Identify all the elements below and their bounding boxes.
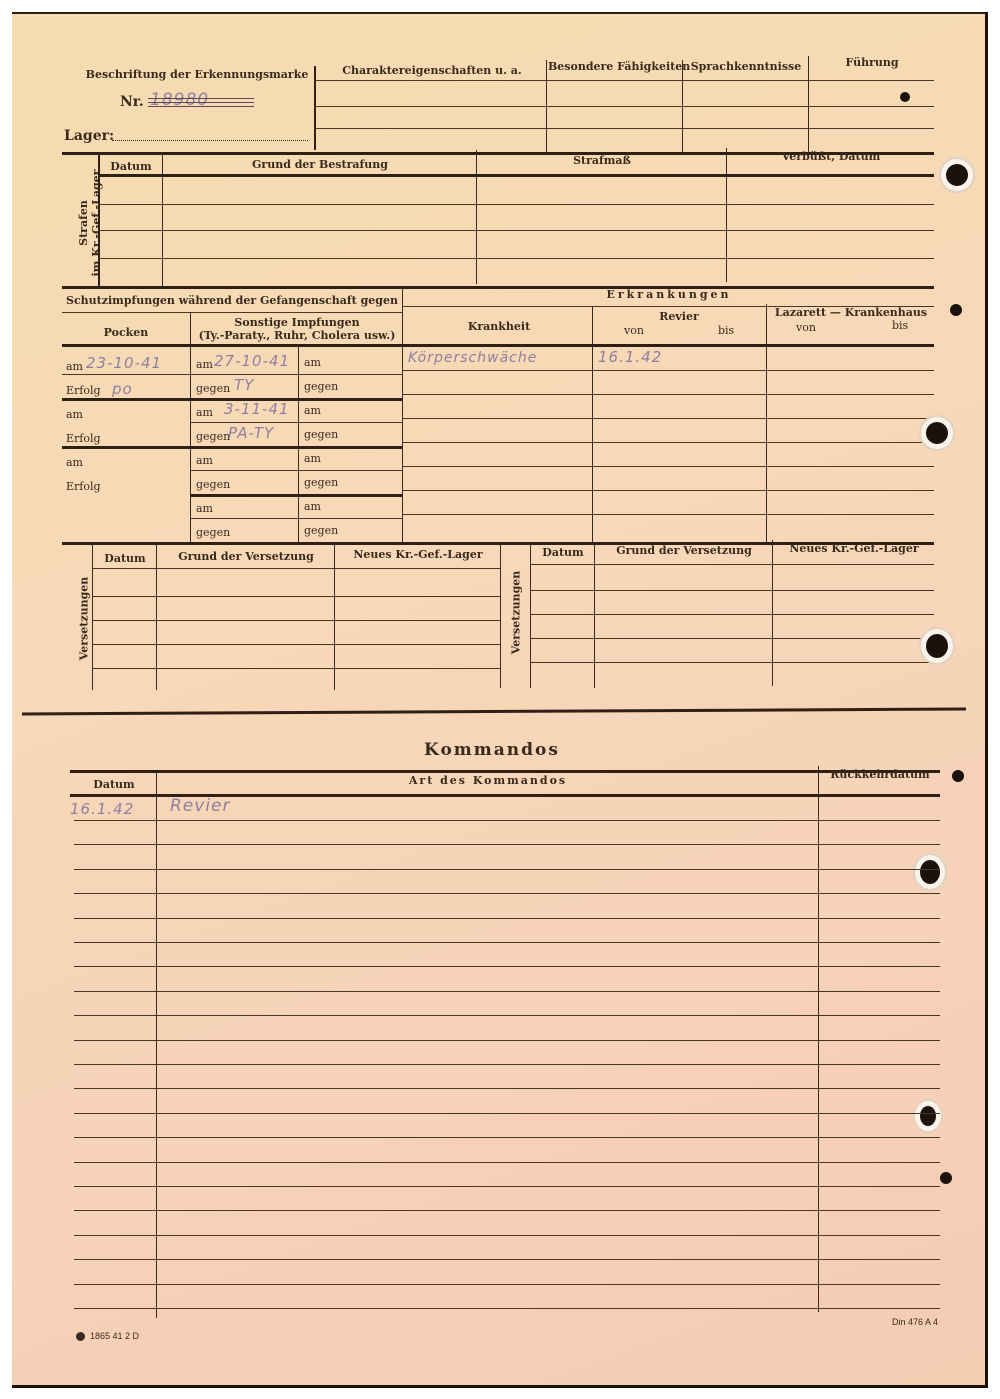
versetzungen-left-col-grund: Grund der Versetzung	[178, 550, 314, 563]
rule	[62, 344, 934, 347]
rule	[402, 490, 934, 491]
col-sprachkenntnisse: Sprachkenntnisse	[690, 60, 802, 73]
rule	[402, 418, 934, 419]
rule	[530, 564, 934, 565]
footer-din: Din 476 A 4	[892, 1317, 939, 1327]
rule	[402, 370, 934, 371]
sonstige-line1: Sonstige Impfungen	[234, 316, 360, 329]
rule	[402, 442, 934, 443]
rule	[62, 374, 402, 375]
sonstige-gegen-3: gegen	[196, 478, 231, 491]
sonstige-am-1-value[interactable]: 27-10-41	[214, 352, 291, 370]
kommandos-row-rule	[74, 1186, 940, 1187]
rule	[92, 620, 500, 621]
kommandos-row-rule	[74, 1308, 940, 1309]
rule	[98, 174, 934, 177]
kommandos-col-datum: Datum	[93, 778, 135, 791]
divider	[402, 286, 403, 542]
rule	[190, 518, 402, 519]
pocken-erfolg-1: Erfolg	[66, 384, 101, 397]
sonstige2-gegen-4: gegen	[304, 524, 339, 537]
kommandos-row-rule	[74, 1015, 940, 1016]
rule	[92, 668, 500, 669]
section-rule	[70, 770, 940, 773]
revier-bis-label: bis	[718, 324, 735, 337]
sonstige-am-3: am	[196, 454, 213, 467]
kommandos-row-rule	[74, 1235, 940, 1236]
kommandos-row-rule	[74, 869, 940, 870]
kommandos-col-art: Art des Kommandos	[408, 774, 568, 787]
form-page	[12, 12, 988, 1388]
nr-label: Nr.	[120, 94, 144, 110]
krankheit-value[interactable]: Körperschwäche	[408, 350, 538, 366]
pocken-label: Pocken	[103, 326, 149, 339]
versetzungen-right-col-lager: Neues Kr.-Gef.-Lager	[789, 542, 919, 555]
punch-hole	[946, 164, 968, 186]
rule	[62, 446, 402, 449]
sonstige-am-1: am	[196, 358, 213, 371]
sonstige-gegen-4: gegen	[196, 526, 231, 539]
rule	[190, 422, 402, 423]
revier-von-value[interactable]: 16.1.42	[598, 348, 663, 366]
divider	[156, 772, 157, 1318]
col-charakter: Charaktereigenschaften u. a.	[342, 64, 522, 77]
divider	[500, 542, 501, 688]
punch-hole	[950, 304, 962, 316]
rule	[314, 106, 934, 107]
pocken-am-1: am	[66, 360, 83, 373]
sonstige-label	[192, 316, 402, 342]
versetzungen-left-col-lager: Neues Kr.-Gef.-Lager	[353, 548, 483, 561]
divider	[766, 304, 767, 542]
strafen-col-verbuesst: Verbüßt, Datum	[781, 150, 881, 163]
sonstige2-am-1: am	[304, 356, 321, 369]
strafen-col-grund: Grund der Bestrafung	[252, 158, 388, 171]
divider	[476, 150, 477, 284]
strafen-col-datum: Datum	[110, 160, 152, 173]
rule	[530, 638, 934, 639]
sonstige-am-2: am	[196, 406, 213, 419]
pocken-erfolg-1-value[interactable]: po	[112, 380, 133, 398]
kommandos-row-rule	[74, 820, 940, 821]
strike-line	[148, 98, 254, 99]
nr-value: 18980	[150, 90, 210, 110]
rule	[402, 466, 934, 467]
sonstige2-am-2: am	[304, 404, 321, 417]
punch-hole	[926, 634, 948, 658]
versetzungen-side-label-left: Versetzungen	[77, 576, 91, 661]
sonstige-gegen-1-value[interactable]: TY	[234, 376, 255, 394]
rule	[92, 644, 500, 645]
kommandos-title: Kommandos	[424, 740, 560, 760]
kommandos-row-rule	[74, 1088, 940, 1089]
kommandos-row-rule	[74, 942, 940, 943]
sonstige2-am-3: am	[304, 452, 321, 465]
divider	[162, 152, 163, 286]
pocken-erfolg-3: Erfolg	[66, 480, 101, 493]
punch-hole	[952, 770, 964, 782]
lager-label: Lager:	[64, 128, 115, 144]
sonstige2-gegen-3: gegen	[304, 476, 339, 489]
versetzungen-left-col-datum: Datum	[104, 552, 146, 565]
impfungen-title: Schutzimpfungen während der Gefangenschaft gegen	[66, 294, 398, 307]
sonstige-line2: (Ty.-Paraty., Ruhr, Cholera usw.)	[198, 329, 396, 342]
lazarett-bis-label: bis	[892, 319, 909, 332]
versetzungen-right-col-datum: Datum	[542, 546, 584, 559]
pocken-am-1-value[interactable]: 23-10-41	[86, 354, 163, 372]
punch-hole	[900, 92, 910, 102]
sonstige-am-2-value[interactable]: 3-11-41	[224, 400, 290, 418]
rule	[314, 128, 934, 129]
lager-field[interactable]	[112, 140, 308, 141]
kommandos-row-rule	[74, 844, 940, 845]
kommandos-row-rule	[74, 1064, 940, 1065]
pocken-am-3: am	[66, 456, 83, 469]
rule	[98, 204, 934, 205]
kommandos-row-rule	[74, 966, 940, 967]
strafen-side-line1: Strafen	[77, 200, 90, 246]
fold-line	[22, 708, 966, 716]
punch-hole	[920, 860, 940, 884]
kommandos-row-rule	[74, 991, 940, 992]
erkrankungen-title: Erkrankungen	[606, 288, 732, 301]
sonstige2-gegen-1: gegen	[304, 380, 339, 393]
lazarett-label: Lazarett — Krankenhaus	[774, 306, 928, 319]
kommandos-row-rule	[74, 1284, 940, 1285]
lazarett-von-label: von	[796, 321, 816, 334]
kommandos-row-rule	[74, 1113, 940, 1114]
rule	[190, 470, 402, 471]
kommandos-art-value[interactable]: Revier	[170, 796, 231, 816]
sonstige-gegen-1: gegen	[196, 382, 231, 395]
kommandos-row-rule	[74, 1040, 940, 1041]
printer-mark-icon	[76, 1332, 85, 1341]
rule	[190, 494, 402, 497]
rule	[314, 80, 934, 81]
punch-hole	[940, 1172, 952, 1184]
kommandos-row-rule	[74, 1162, 940, 1163]
kommandos-row-rule	[74, 918, 940, 919]
kommandos-row-rule	[74, 1259, 940, 1260]
kommandos-row-rule	[74, 893, 940, 894]
versetzungen-right-col-grund: Grund der Versetzung	[616, 544, 752, 557]
divider	[772, 540, 773, 686]
divider	[314, 66, 316, 150]
versetzungen-side-label-right: Versetzungen	[509, 570, 523, 655]
strafen-col-strafmass: Strafmaß	[573, 154, 631, 167]
col-fuehrung: Führung	[845, 56, 899, 69]
strike-line	[148, 106, 254, 107]
sonstige2-gegen-2: gegen	[304, 428, 339, 441]
rule	[530, 614, 934, 615]
punch-hole	[926, 422, 948, 444]
divider	[726, 148, 727, 282]
sonstige-gegen-2-value[interactable]: PA-TY	[228, 424, 275, 442]
sonstige-am-4: am	[196, 502, 213, 515]
kommandos-row-rule	[74, 1137, 940, 1138]
pocken-am-2: am	[66, 408, 83, 421]
rule	[530, 662, 934, 663]
sonstige-gegen-2: gegen	[196, 430, 231, 443]
revier-von-label: von	[624, 324, 644, 337]
col-faehigkeiten: Besondere Fähigkeiten	[548, 60, 691, 73]
rule	[62, 312, 402, 313]
rule	[402, 514, 934, 515]
punch-hole	[920, 1106, 936, 1126]
rule	[92, 596, 500, 597]
rule	[530, 590, 934, 591]
pocken-erfolg-2: Erfolg	[66, 432, 101, 445]
krankheit-label: Krankheit	[467, 320, 531, 333]
divider	[808, 56, 809, 152]
kommandos-row-rule	[74, 1210, 940, 1211]
kommandos-datum-value[interactable]: 16.1.42	[70, 800, 135, 818]
rule	[92, 568, 500, 569]
divider	[592, 306, 593, 542]
tag-label: Beschriftung der Erkennungsmarke	[85, 68, 309, 81]
sonstige2-am-4: am	[304, 500, 321, 513]
kommandos-col-rueckkehr: Rückkehrdatum	[830, 768, 930, 781]
rule	[402, 394, 934, 395]
strike-line	[148, 102, 254, 103]
footer-print-code: 1865 41 2 D	[90, 1331, 140, 1341]
rule	[98, 230, 934, 231]
rule	[98, 258, 934, 259]
strafen-side-line2: im Kr.-Gef.-Lager	[90, 169, 103, 277]
revier-label: Revier	[659, 310, 699, 323]
